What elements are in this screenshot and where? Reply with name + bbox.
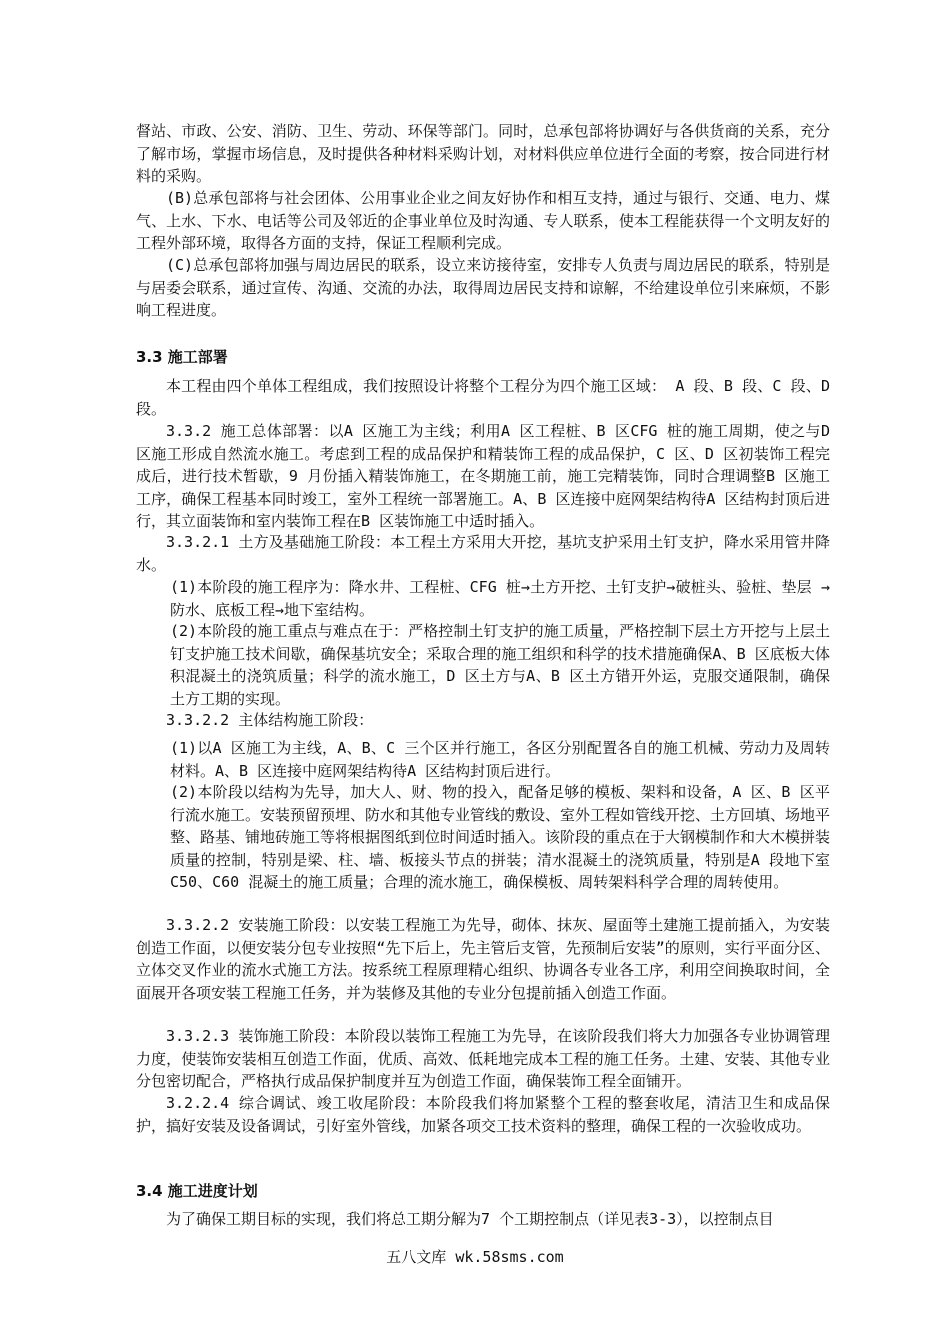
section-heading-3-3: 3.3 施工部署 (136, 348, 228, 366)
paragraph-installation-stage: 3.3.2.2 安装施工阶段：以安装工程施工为先导，砌体、抹灰、屋面等土建施工提前插入，为安装创造工作面，以便安装分包专业按照“先下后上，先主管后支管，先预制后安装”的原则，实行平面分区、立体交叉作业的流水式施工方法。按系统工程原理精心组织、协调各专业各工序，利用空间换取时间，全面展开各项安装工程施工任务，并为装修及其他的专业分包提前插入创造工作面。 (136, 916, 830, 1002)
paragraph-decoration-stage: 3.3.2.3 装饰施工阶段：本阶段以装饰工程施工为先导，在该阶段我们将大力加强各专业协调管理力度，使装饰安装相互创造工作面，优质、高效、低耗地完成本工程的施工任务。土建、安装、其他专业分包密切配合，严格执行成品保护制度并互为创造工作面，确保装饰工程全面铺开。 (136, 1027, 830, 1090)
page-footer: 五八文库 wk.58sms.com (386, 1248, 564, 1266)
paragraph-commissioning-stage: 3.2.2.4 综合调试、竣工收尾阶段：本阶段我们将加紧整个工程的整套收尾，清洁卫生和成品保护，搞好安装及设备调试，引好室外管线，加紧各项交工技术资料的整理，确保工程的一次验收成功。 (136, 1094, 830, 1135)
paragraph-earthwork-key-points: (2)本阶段的施工重点与难点在于：严格控制土钉支护的施工质量，严格控制下层土方开挖与上层土钉支护施工技术间歇，确保基坑安全；采取合理的施工组织和科学的技术措施确保A、B 区底板大体积混凝土的浇筑质量；科学的流水施工，D 区土方与A、B 区土方错开外运，克服交通限制，确保土方工期的实现。 (170, 622, 830, 708)
paragraph-earthwork-sequence: (1)本阶段的施工程序为：降水井、工程桩、CFG 桩→土方开挖、土钉支护→破桩头、验桩、垫层 →防水、底板工程→地下室结构。 (170, 578, 830, 619)
paragraph-item-b: (B)总承包部将与社会团体、公用事业企业之间友好协作和相互支持，通过与银行、交通、电力、煤气、上水、下水、电话等公司及邻近的企事业单位及时沟通、专人联系，使本工程能获得一个文明友好的工程外部环境，取得各方面的支持，保证工程顺利完成。 (136, 189, 830, 252)
paragraph-structure-mainline: (1)以A 区施工为主线，A、B、C 三个区并行施工，各区分别配置各自的施工机械、劳动力及周转材料。A、B 区连接中庭网架结构待A 区结构封顶后进行。 (170, 739, 830, 780)
paragraph-structure-key-points: (2)本阶段以结构为先导，加大人、财、物的投入，配备足够的模板、架料和设备，A 区、B 区平行流水施工。安装预留预埋、防水和其他专业管线的敷设、室外工程如管线开挖、土方回填、场地平整、路基、铺地砖施工等将根据图纸到位时间适时插入。该阶段的重点在于大钢模制作和大木模拼装质量的控制，特别是梁、柱、墙、板接头节点的拼装；清水混凝土的浇筑质量，特别是A 段地下室C50、C60 混凝土的施工质量；合理的流水施工，确保模板、周转架料科学合理的周转使用。 (170, 783, 831, 891)
paragraph-3-3-2-1: 3.3.2.1 土方及基础施工阶段：本工程土方采用大开挖，基坑支护采用土钉支护，降水采用管井降水。 (136, 533, 830, 574)
paragraph-3-3-2: 3.3.2 施工总体部署：以A 区施工为主线；利用A 区工程桩、B 区CFG 桩的施工周期，使之与D 区施工形成自然流水施工。考虑到工程的成品保护和精装饰工程的成品保护，C 区、D 区初装饰工程完成后，进行技术暂歇，9 月份插入精装饰施工，在冬期施工前，施工完精装饰，同时合理调整B 区施工工序，确保工程基本同时竣工，室外工程统一部署施工。A、B 区连接中庭网架结构待A 区结构封顶后进行，其立面装饰和室内装饰工程在B 区装饰施工中适时插入。 (136, 422, 830, 530)
section-heading-3-4: 3.4 施工进度计划 (136, 1182, 258, 1200)
paragraph-schedule-intro: 为了确保工期目标的实现，我们将总工期分解为7 个工期控制点（详见表3-3），以控制点目 (166, 1210, 774, 1228)
paragraph-item-c: (C)总承包部将加强与周边居民的联系，设立来访接待室，安排专人负责与周边居民的联系，特别是与居委会联系，通过宣传、沟通、交流的办法，取得周边居民支持和谅解，不给建设单位引来麻烦，不影响工程进度。 (136, 256, 830, 319)
paragraph-overview: 本工程由四个单体工程组成，我们按照设计将整个工程分为四个施工区域： A 段、B 段、C 段、D 段。 (136, 377, 830, 418)
paragraph-coordination-departments: 督站、市政、公安、消防、卫生、劳动、环保等部门。同时，总承包部将协调好与各供货商的关系，充分了解市场，掌握市场信息，及时提供各种材料采购计划，对材料供应单位进行全面的考察，按合同进行材料的采购。 (136, 122, 830, 185)
paragraph-3-3-2-2-structure: 3.3.2.2 主体结构施工阶段： (166, 711, 374, 729)
